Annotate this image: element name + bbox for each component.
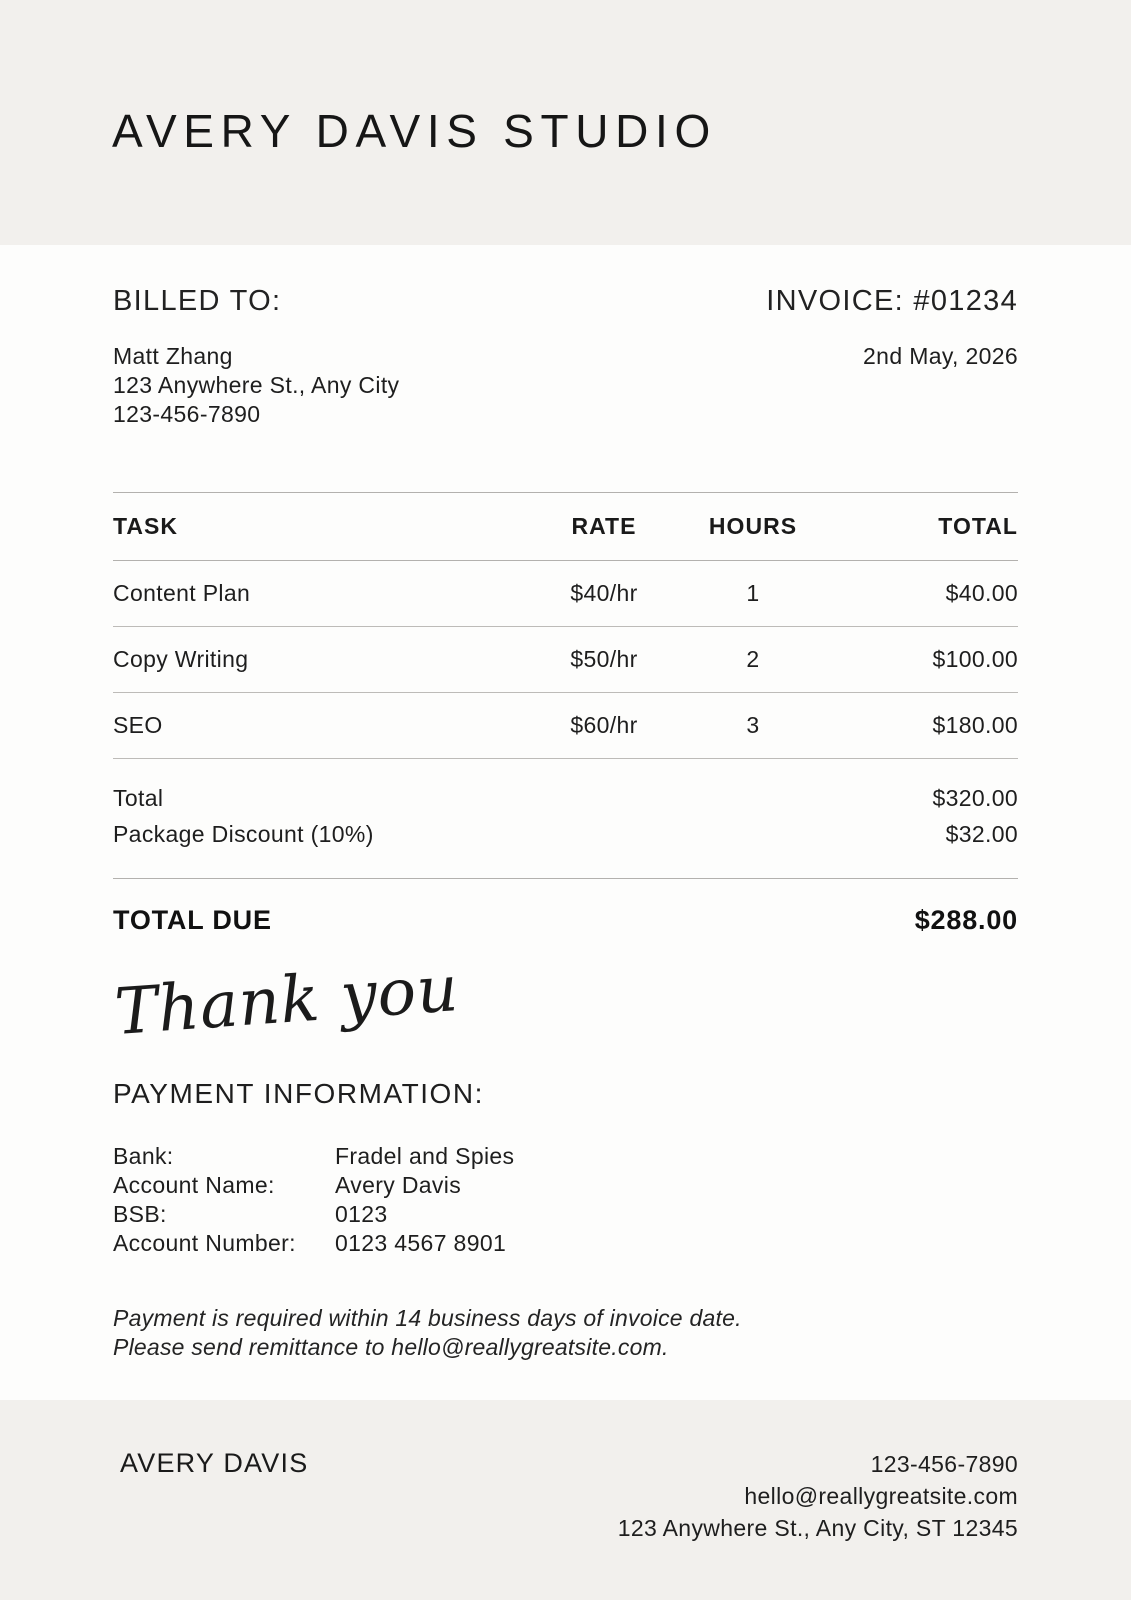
billed-to-block: [113, 285, 399, 429]
billing-header-row: [113, 285, 1018, 429]
payment-field-value: Fradel and Spies: [335, 1143, 515, 1169]
table-row: [113, 693, 1018, 759]
invoice-date: 2nd May, 2026: [863, 343, 1018, 369]
payment-field-label: Account Number:: [113, 1230, 296, 1256]
payment-field-label: BSB:: [113, 1201, 167, 1227]
footer-address: 123 Anywhere St., Any City, ST 12345: [617, 1515, 1018, 1541]
summary-total-row: [113, 780, 1018, 816]
cell-task: SEO: [113, 712, 163, 738]
footer-phone: 123-456-7890: [870, 1451, 1018, 1477]
billed-to-label: BILLED TO:: [113, 285, 282, 317]
payment-field-row: [113, 1200, 1018, 1229]
table-header-row: [113, 493, 1018, 561]
column-header-rate: RATE: [571, 513, 637, 539]
total-due-row: [113, 879, 1018, 936]
cell-rate: $40/hr: [570, 580, 638, 606]
footer-email: hello@reallygreatsite.com: [744, 1483, 1018, 1509]
cell-rate: $50/hr: [570, 646, 638, 672]
cell-total: $100.00: [932, 646, 1018, 672]
payment-field-row: [113, 1171, 1018, 1200]
summary-block: [113, 759, 1018, 879]
footer-contact-block: [618, 1448, 1018, 1544]
line-items-table: [113, 492, 1018, 759]
summary-discount-row: [113, 816, 1018, 852]
payment-field-value: 0123: [335, 1201, 388, 1227]
cell-task: Content Plan: [113, 580, 251, 606]
payment-field-label: Bank:: [113, 1143, 174, 1169]
column-header-total: TOTAL: [938, 513, 1018, 539]
footer-name: AVERY DAVIS: [120, 1448, 309, 1478]
column-header-hours: HOURS: [708, 513, 798, 539]
table-row: [113, 627, 1018, 693]
payment-field-value: 0123 4567 8901: [335, 1230, 507, 1256]
client-address: 123 Anywhere St., Any City: [113, 372, 400, 398]
payment-fields: [113, 1142, 1018, 1258]
summary-total-label: Total: [113, 785, 164, 811]
payment-note-line2: Please send remittance to hello@reallygreatsite.com.: [113, 1334, 669, 1360]
payment-information-heading: PAYMENT INFORMATION:: [113, 1078, 484, 1109]
footer-band: [0, 1400, 1131, 1600]
header-band: [0, 0, 1131, 245]
column-header-task: TASK: [113, 513, 179, 539]
summary-discount-label: Package Discount (10%): [113, 821, 374, 847]
signature-block: [112, 952, 1018, 1074]
payment-field-label: Account Name:: [113, 1172, 275, 1198]
payment-field-row: [113, 1142, 1018, 1171]
client-details: [113, 342, 399, 429]
cell-task: Copy Writing: [113, 646, 249, 672]
invoice-meta-block: [766, 285, 1018, 371]
client-phone: 123-456-7890: [113, 401, 261, 427]
invoice-body: [0, 245, 1131, 1362]
table-header: [113, 493, 1018, 561]
thank-you-signature: Thank you: [112, 952, 461, 1050]
table-row: [113, 561, 1018, 627]
summary-discount-value: $32.00: [945, 821, 1018, 847]
cell-rate: $60/hr: [570, 712, 638, 738]
studio-title: AVERY DAVIS STUDIO: [112, 105, 717, 157]
cell-hours: 3: [746, 712, 760, 738]
payment-note: [113, 1304, 1018, 1362]
payment-field-row: [113, 1229, 1018, 1258]
summary-total-value: $320.00: [932, 785, 1018, 811]
cell-total: $180.00: [932, 712, 1018, 738]
payment-note-line1: Payment is required within 14 business days of invoice date.: [113, 1305, 742, 1331]
total-due-value: $288.00: [914, 905, 1018, 935]
cell-hours: 2: [746, 646, 760, 672]
client-name: Matt Zhang: [113, 343, 233, 369]
invoice-number: INVOICE: #01234: [766, 285, 1018, 317]
total-due-label: TOTAL DUE: [113, 905, 272, 935]
payment-field-value: Avery Davis: [335, 1172, 462, 1198]
cell-hours: 1: [746, 580, 760, 606]
cell-total: $40.00: [945, 580, 1018, 606]
